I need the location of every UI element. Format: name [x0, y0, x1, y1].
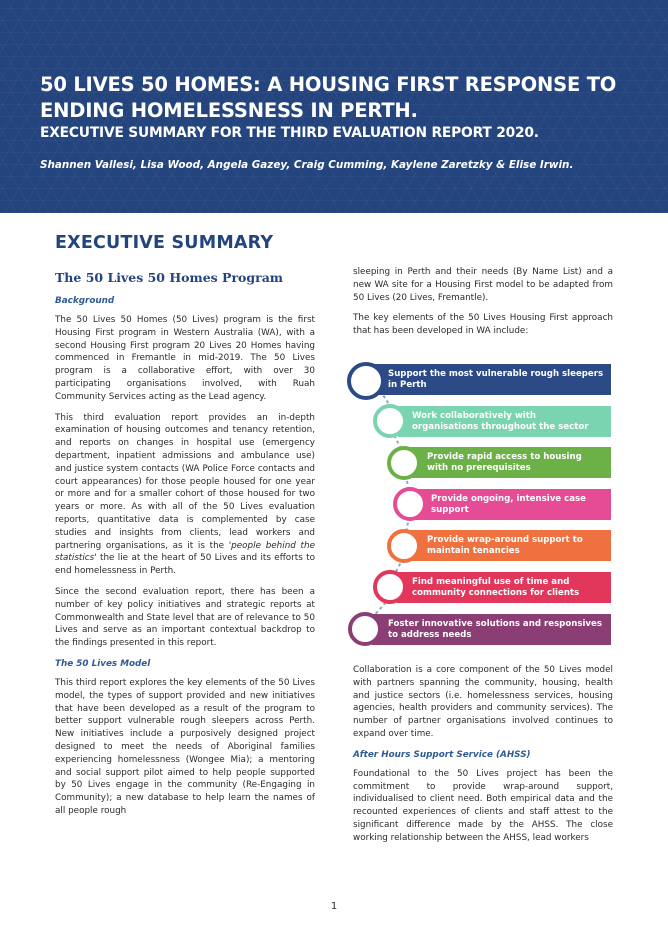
key-element-label: Provide rapid access to housing with no prerequisites	[427, 452, 582, 473]
collaboration-paragraph: Collaboration is a core component of the 50 Lives model with partners spanning the community, housing, health and justice sectors (i.e. homelessness services, housing agencies, health providers and community services). The number of partner organisations involved continues to expand over time.	[353, 665, 613, 739]
key-element-6	[397, 572, 611, 603]
key-element-6-marker	[373, 570, 407, 604]
key-element-label: Work collaboratively with organisations throughout the sector	[412, 411, 589, 432]
paragraph-text: the lie at the heart of 50 Lives and its efforts to end homelessness in Perth.	[55, 553, 315, 577]
key-element-5-marker	[387, 529, 421, 563]
key-element-label: Find meaningful use of time and community connections for clients	[412, 577, 580, 598]
key-element-4-marker	[393, 487, 427, 521]
key-element-1	[371, 364, 611, 395]
left-column	[55, 266, 315, 826]
continued-paragraph: sleeping in Perth and their needs (By Name List) and a new WA site for a Housing First model to be adapted from 50 Lives (20 Lives, Fremantle).	[353, 267, 613, 303]
background-paragraph-1: The 50 Lives 50 Homes (50 Lives) program is the first Housing First program in Western Australia (WA), with a second Housing First program 20 Lives 20 Homes having commenced in Fremantle in mid-2019. The 50 Lives program is a collaborative effort, with over 30 participating organisations involved, with Ruah Community Services acting as the Lead agency.	[55, 315, 315, 402]
page-number: 1	[330, 901, 338, 912]
right-column	[353, 266, 613, 344]
key-element-7-marker	[348, 612, 382, 646]
report-subtitle: EXECUTIVE SUMMARY FOR THE THIRD EVALUATION REPORT 2020.	[40, 125, 539, 141]
page-heading: EXECUTIVE SUMMARY	[55, 233, 274, 253]
emphasis-quote: 'people behind the statistics'	[55, 540, 315, 564]
key-element-3-marker	[387, 446, 421, 480]
key-element-2	[398, 406, 611, 437]
right-column-lower	[353, 664, 613, 853]
key-elements-intro: The key elements of the 50 Lives Housing First approach that has been developed in WA include:	[353, 313, 613, 337]
background-paragraph-3: Since the second evaluation report, there has been a number of key policy initiatives and strategic reports at Commonwealth and State level that are of relevance to 50 Lives and serve as an important contextual backdrop to the findings presented in this report.	[55, 586, 315, 649]
paragraph-text: This third evaluation report provides an in-depth examination of housing outcomes and tenancy retention, and reports on changes in hospital use (emergency department, inpatient admissions and ambulance use) and justice system contacts (WA Police Force contacts and court appearances) for those people housed for one year or more and for a smaller cohort of those housed for two years or more. As with all of the 50 Lives evaluation reports, quantitative data is complemented by case studies and insights from clients, lead workers and partnering organisations, as it is the	[55, 412, 315, 551]
section-title: The 50 Lives 50 Homes Program	[55, 270, 284, 285]
key-element-2-marker	[373, 404, 407, 438]
key-element-4	[415, 489, 611, 520]
model-paragraph: This third report explores the key elements of the 50 Lives model, the types of support provided and new initiatives that have been developed as a result of the program to better support vulnerable rough sleepers across Perth. New initiatives include a purposively designed project designed to meet the needs of Aboriginal families experiencing homelessness (Wongee Mia); a mentoring and social support pilot aimed to help people supported by 50 Lives engage in the community (Re-Engaging in Community); a new database to help learn the names of all people rough	[55, 677, 315, 816]
report-header	[0, 0, 668, 213]
key-element-7	[372, 614, 611, 645]
key-element-label: Foster innovative solutions and responsives to address needs	[388, 619, 602, 640]
model-heading: The 50 Lives Model	[55, 658, 151, 669]
key-element-label: Provide wrap-around support to maintain tenancies	[427, 535, 583, 556]
background-paragraph-2	[55, 412, 315, 578]
ahss-heading: After Hours Support Service (AHSS)	[353, 749, 531, 760]
key-element-3	[410, 447, 611, 478]
report-title: 50 LIVES 50 HOMES: A HOUSING FIRST RESPONSE TO ENDING HOMELESSNESS IN PERTH.	[40, 73, 617, 122]
report-authors: Shannen Vallesi, Lisa Wood, Angela Gazey, Craig Cumming, Kaylene Zaretzky & Elise Irwin.	[40, 159, 574, 171]
key-element-1-marker	[347, 362, 385, 400]
key-element-label: Support the most vulnerable rough sleepers in Perth	[388, 369, 604, 390]
key-element-label: Provide ongoing, intensive case support	[431, 494, 586, 515]
background-heading: Background	[55, 296, 115, 306]
key-element-5	[410, 530, 611, 561]
ahss-paragraph: Foundational to the 50 Lives project has been the commitment to provide wrap-around support, individualised to client need. Both empirical data and the recounted experiences of clients and staff attest to the significant difference made by the AHSS. The close working relationship between the AHSS, lead workers	[353, 768, 613, 843]
